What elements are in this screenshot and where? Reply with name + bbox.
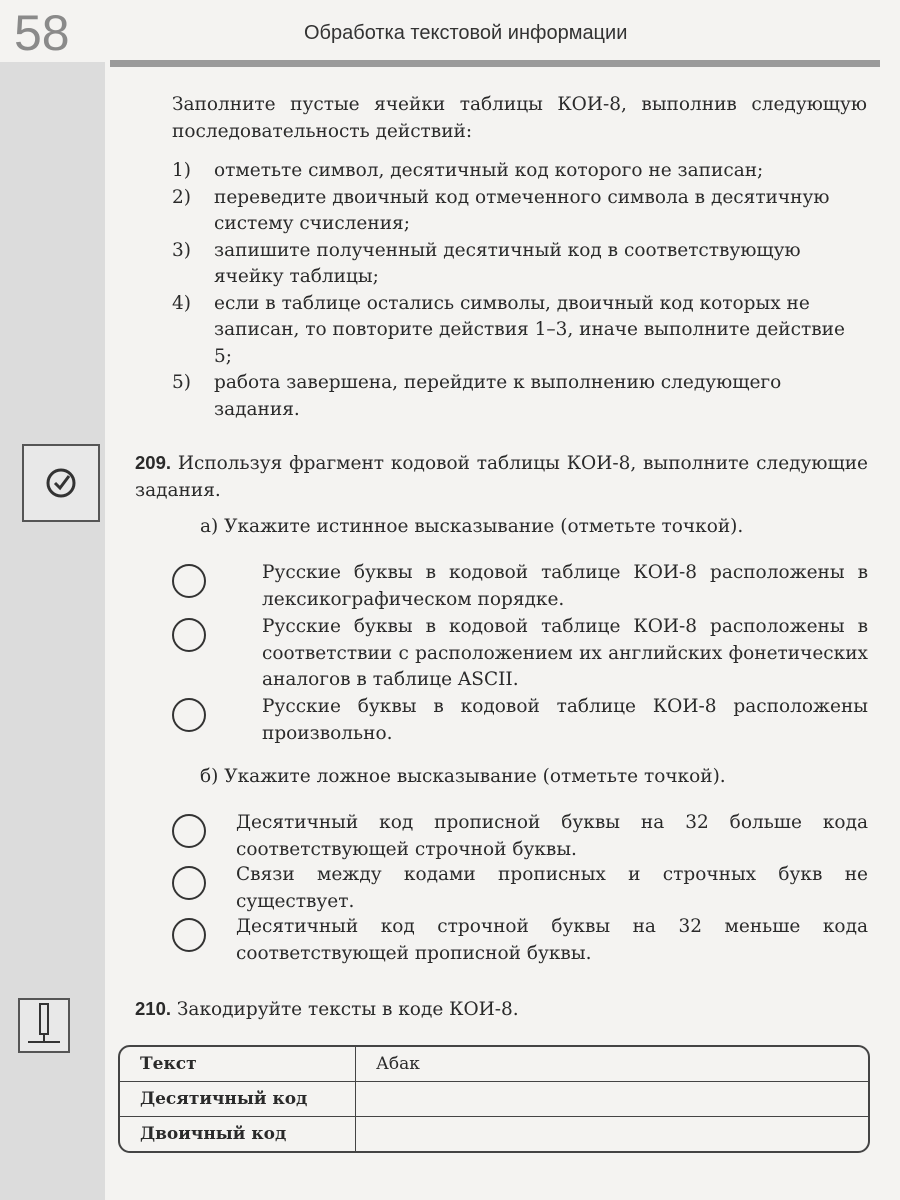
task-209b-prompt: б) Укажите ложное высказывание (отметьте точкой). (200, 766, 726, 787)
option-209b-2[interactable] (172, 862, 868, 915)
table-row (120, 1047, 868, 1082)
task-number: 210. (135, 998, 172, 1019)
radio-circle[interactable] (172, 918, 206, 952)
step-item (172, 158, 867, 185)
radio-circle[interactable] (172, 618, 206, 652)
row-label: Двоичный код (120, 1117, 356, 1151)
table-row (120, 1082, 868, 1117)
row-value: Абак (356, 1047, 868, 1082)
radio-circle[interactable] (172, 564, 206, 598)
decimal-code-cell[interactable] (356, 1082, 868, 1117)
option-209a-2[interactable] (172, 614, 868, 694)
task-210 (135, 996, 868, 1024)
binary-code-cell[interactable] (356, 1117, 868, 1151)
option-209b-3[interactable] (172, 914, 868, 967)
step-number: 5) (172, 372, 191, 393)
step-item (172, 185, 867, 238)
option-209a-1[interactable] (172, 560, 868, 613)
option-text: Русские буквы в кодовой таблице КОИ-8 расположены в лексикографическом порядке. (262, 562, 868, 610)
step-item (172, 370, 867, 423)
task-text: Используя фрагмент кодовой таблицы КОИ-8, выполните следующие задания. (135, 453, 868, 501)
step-number: 1) (172, 160, 191, 181)
option-text: Десятичный код строчной буквы на 32 меньше кода соответствующей прописной буквы. (236, 916, 868, 964)
page-number: 58 (14, 5, 70, 61)
step-text: если в таблице остались символы, двоичный код которых не записан, то повторите действия 1–3, иначе выполните действие 5; (214, 292, 845, 367)
running-header: Обработка текстовой информации (304, 22, 628, 44)
step-item (172, 291, 867, 371)
option-209a-3[interactable] (172, 694, 868, 747)
checkmark-task-icon (22, 444, 100, 522)
step-number: 2) (172, 186, 191, 208)
radio-circle[interactable] (172, 698, 206, 732)
option-209b-1[interactable] (172, 810, 868, 863)
step-text: работа завершена, перейдите к выполнению следующего задания. (214, 372, 782, 420)
step-number: 3) (172, 239, 191, 261)
header-rule (110, 60, 880, 67)
encoding-table (118, 1045, 870, 1153)
row-label: Текст (120, 1047, 356, 1082)
step-text: отметьте символ, десятичный код которого не записан; (214, 160, 764, 181)
task-209a-prompt: а) Укажите истинное высказывание (отметьте точкой). (200, 516, 744, 537)
pen-task-icon (18, 998, 70, 1053)
step-item (172, 238, 867, 291)
table-row (120, 1117, 868, 1151)
radio-circle[interactable] (172, 814, 206, 848)
task-text: Закодируйте тексты в коде КОИ-8. (176, 999, 519, 1020)
task-209 (135, 450, 868, 504)
step-text: запишите полученный десятичный код в соответствующую ячейку таблицы; (214, 239, 801, 287)
step-number: 4) (172, 292, 191, 314)
option-text: Русские буквы в кодовой таблице КОИ-8 расположены в соответствии с расположением их английских фонетических аналогов в таблице ASCII. (262, 616, 868, 690)
option-text: Десятичный код прописной буквы на 32 больше кода соответствующей строчной буквы. (236, 812, 868, 860)
intro-text: Заполните пустые ячейки таблицы КОИ-8, выполнив следующую последовательность действий: (172, 94, 867, 142)
option-text: Русские буквы в кодовой таблице КОИ-8 расположены произвольно. (262, 696, 868, 744)
row-label: Десятичный код (120, 1082, 356, 1117)
steps-list (172, 158, 867, 423)
step-text: переведите двоичный код отмеченного символа в десятичную систему счисления; (214, 186, 830, 234)
task-number: 209. (135, 452, 172, 473)
option-text: Связи между кодами прописных и строчных букв не существует. (236, 864, 868, 912)
radio-circle[interactable] (172, 866, 206, 900)
